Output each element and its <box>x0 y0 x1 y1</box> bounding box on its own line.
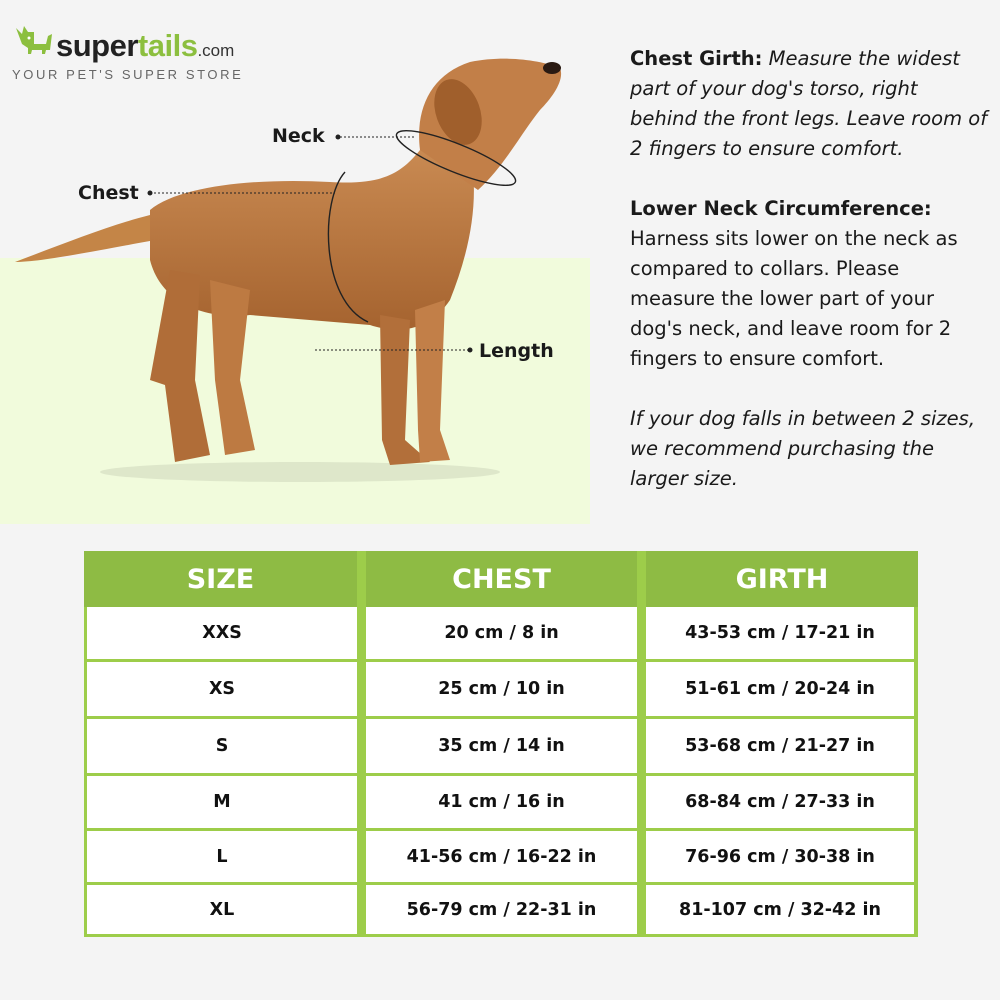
cell-chest-l: 41-56 cm / 16-22 in <box>366 831 637 882</box>
cell-size-xs: XS <box>87 662 357 716</box>
dog-logo-icon <box>12 14 58 60</box>
cell-girth-m: 68-84 cm / 27-33 in <box>646 776 914 828</box>
cell-girth-l: 76-96 cm / 30-38 in <box>646 831 914 882</box>
cell-chest-xxs: 20 cm / 8 in <box>366 607 637 659</box>
brand-super: super <box>56 28 138 63</box>
length-label: Length <box>479 340 554 362</box>
cell-chest-xs: 25 cm / 10 in <box>366 662 637 716</box>
cell-chest-m: 41 cm / 16 in <box>366 776 637 828</box>
chest-label: Chest <box>78 182 139 204</box>
cell-size-xl: XL <box>87 885 357 934</box>
header-girth: GIRTH <box>646 551 918 607</box>
chest-girth-title: Chest Girth: <box>630 47 763 70</box>
cell-size-m: M <box>87 776 357 828</box>
size-chart-table <box>84 551 918 937</box>
puppy-image <box>0 55 600 485</box>
cell-girth-xxs: 43-53 cm / 17-21 in <box>646 607 914 659</box>
lower-neck-text: Harness sits lower on the neck as compared to collars. Please measure the lower part of your dog's neck, and leave room for 2 fingers to ensure comfort. <box>630 227 958 370</box>
brand-domain: .com <box>197 41 235 60</box>
cell-chest-xl: 56-79 cm / 22-31 in <box>366 885 637 934</box>
brand-tails: tails <box>137 28 198 63</box>
cell-size-s: S <box>87 719 357 773</box>
cell-girth-s: 53-68 cm / 21-27 in <box>646 719 914 773</box>
chest-girth-text: Measure the widest part of your dog's torso, right behind the front legs. Leave room of 2 fingers to ensure comfort. <box>630 47 988 160</box>
size-note: If your dog falls in between 2 sizes, we recommend purchasing the larger size. <box>630 407 976 490</box>
lower-neck-title: Lower Neck Circumference: <box>630 197 932 220</box>
brand-tagline: YOUR PET'S SUPER STORE <box>12 67 244 82</box>
header-chest: CHEST <box>366 551 637 607</box>
chest-girth-paragraph <box>630 44 990 164</box>
cell-girth-xl: 81-107 cm / 32-42 in <box>646 885 914 934</box>
measurement-instructions <box>630 44 990 524</box>
header-size: SIZE <box>84 551 357 607</box>
cell-size-l: L <box>87 831 357 882</box>
cell-size-xxs: XXS <box>87 607 357 659</box>
cell-girth-xs: 51-61 cm / 20-24 in <box>646 662 914 716</box>
neck-label: Neck <box>272 125 325 147</box>
cell-chest-s: 35 cm / 14 in <box>366 719 637 773</box>
lower-neck-paragraph <box>630 194 990 374</box>
